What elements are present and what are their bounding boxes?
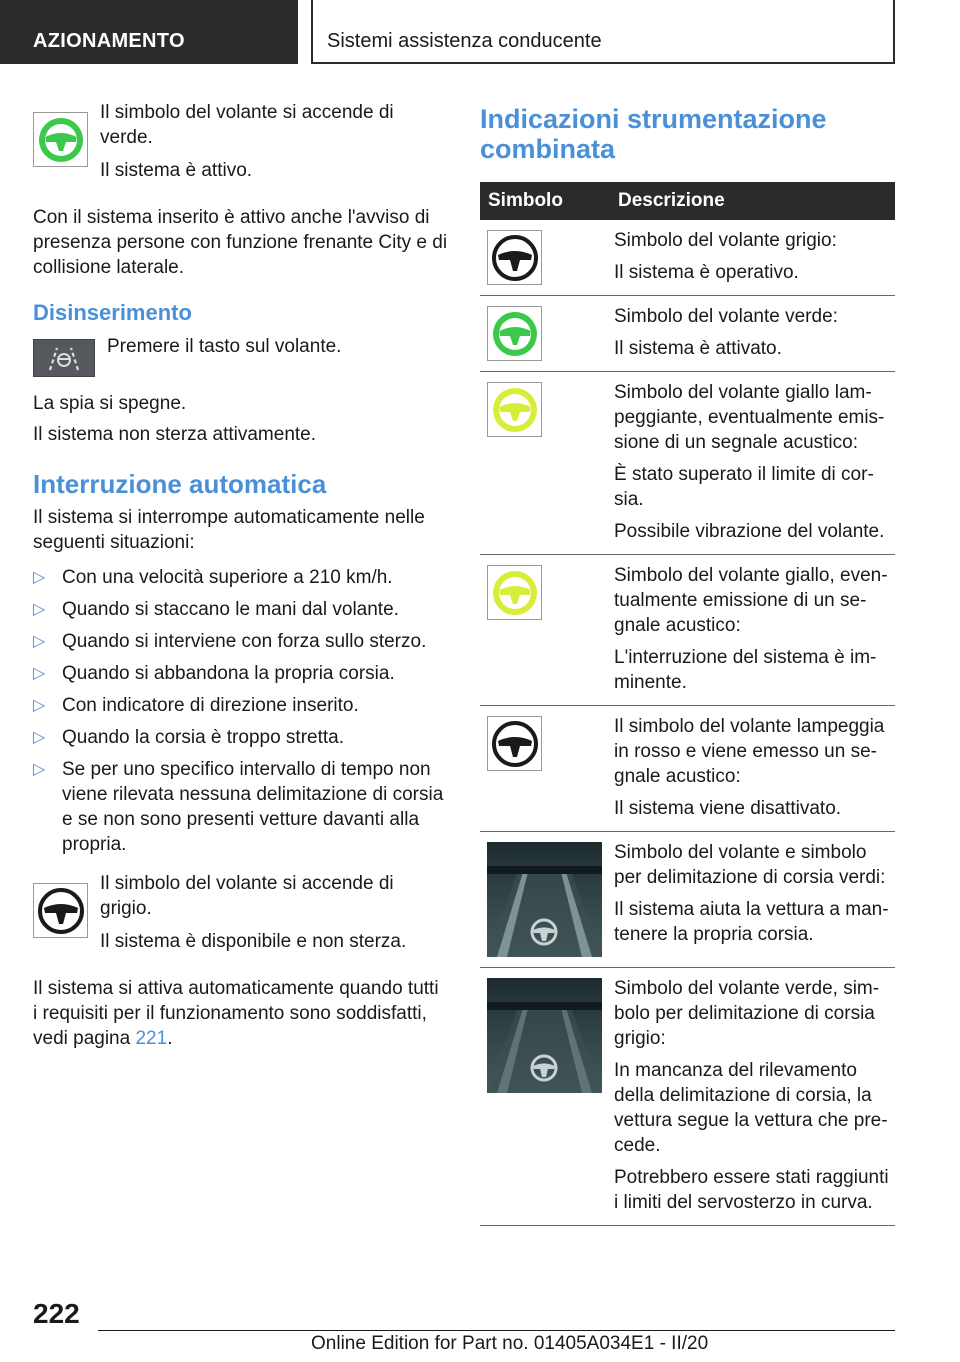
- description-line: Il sistema è operativo.: [614, 262, 799, 283]
- description-line: In mancanza del rilevamento della delimitazione di corsia, la vettura segue la vettura che pre-cede.: [614, 1060, 888, 1156]
- triangle-bullet-icon: ▷: [33, 729, 46, 746]
- lane-display-grey-icon: [487, 978, 602, 1093]
- green-steering-info: [33, 100, 448, 191]
- footer-divider: [98, 1330, 895, 1331]
- triangle-bullet-icon: ▷: [33, 569, 46, 586]
- section-heading: Indicazioni strumentazione combinata: [480, 104, 827, 164]
- description-line: Simbolo del volante verde:: [614, 306, 838, 327]
- description-line: Simbolo del volante giallo lam-peggiante, eventualmente emis-sione di un segnale acustico:: [614, 382, 885, 453]
- list-item: ▷ Quando si interviene con forza sullo sterzo.: [33, 631, 427, 652]
- table-header-symbol: Simbolo: [480, 182, 608, 220]
- heading-interruzione: Interruzione automatica: [33, 469, 327, 499]
- table-header-description: Descrizione: [608, 182, 895, 220]
- grey-steering-info: [33, 871, 448, 962]
- triangle-bullet-icon: ▷: [33, 761, 46, 778]
- paragraph-with-link: Il sistema si attiva automaticamente quando tutti i requisiti per il funzionamento sono soddisfatti, vedi pagina 221.: [33, 978, 439, 1049]
- triangle-bullet-icon: ▷: [33, 697, 46, 714]
- description-line: Il sistema aiuta la vettura a man-tenere la propria corsia.: [614, 899, 889, 945]
- bullet-list: [33, 565, 448, 857]
- description-line: L'interruzione del sistema è im-minente.: [614, 647, 877, 693]
- paragraph: Il sistema non sterza attivamente.: [33, 424, 317, 445]
- list-item: ▷ Con indicatore di direzione inserito.: [33, 695, 359, 716]
- heading-disinserimento: Disinserimento: [33, 300, 192, 325]
- description-line: Simbolo del volante giallo, even-tualmente emissione di un se-gnale acustico:: [614, 565, 888, 636]
- paragraph: La spia si spegne.: [33, 393, 187, 414]
- description-line: Simbolo del volante grigio:: [614, 230, 837, 251]
- lane-display-green-icon: [487, 842, 602, 957]
- steering-wheel-grey-icon: [33, 883, 88, 938]
- steering-wheel-grey-icon: [487, 230, 542, 285]
- triangle-bullet-icon: ▷: [33, 633, 46, 650]
- button-instruction: Premere il tasto sul volante.: [107, 336, 342, 357]
- chapter-title: Sistemi assistenza conducente: [327, 30, 602, 52]
- description-line: Il sistema viene disattivato.: [614, 798, 842, 819]
- paragraph: Il sistema si interrompe automaticamente nelle seguenti situazioni:: [33, 507, 425, 553]
- description-line: Potrebbero essere stati raggiunti i limiti del servosterzo in curva.: [614, 1167, 889, 1213]
- page-number: 222: [33, 1298, 80, 1329]
- table-header-row: [480, 182, 895, 220]
- section-title: AZIONAMENTO: [33, 30, 185, 52]
- lane-assist-button-icon: [33, 339, 95, 377]
- section-tab: [0, 0, 298, 64]
- list-item: ▷ Quando la corsia è troppo stretta.: [33, 727, 344, 748]
- list-item: ▷ Quando si abbandona la propria corsia.: [33, 663, 395, 684]
- list-item: ▷ Quando si staccano le mani dal volante.: [33, 599, 399, 620]
- description-line: Simbolo del volante verde, sim-bolo per delimitazione di corsia grigio:: [614, 978, 880, 1049]
- steering-wheel-yellow-icon: [487, 565, 542, 620]
- steering-wheel-yellow-flashing-icon: [487, 382, 542, 437]
- table-row: [480, 968, 895, 1226]
- paragraph: Con il sistema inserito è attivo anche l'avviso di presenza persone con funzione frenante City e di collisione laterale.: [33, 207, 448, 278]
- icon-text-line: Il simbolo del volante si accende di grigio.: [100, 873, 394, 919]
- steering-wheel-green-icon: [33, 112, 88, 167]
- triangle-bullet-icon: ▷: [33, 665, 46, 682]
- button-info: [33, 336, 448, 377]
- page-link[interactable]: 221: [135, 1028, 168, 1049]
- list-item: ▷ Con una velocità superiore a 210 km/h.: [33, 567, 393, 588]
- icon-text-line: Il sistema è attivo.: [100, 160, 253, 181]
- description-line: Simbolo del volante e simbolo per delimitazione di corsia verdi:: [614, 842, 886, 888]
- description-line: È stato superato il limite di cor-sia.: [614, 464, 874, 510]
- steering-wheel-green-icon: [487, 306, 542, 361]
- table-row: [480, 220, 895, 296]
- table-row: [480, 706, 895, 832]
- right-column: [480, 96, 895, 1226]
- list-item: ▷ Se per uno specifico intervallo di tempo non viene rilevata nessuna delimitazione di corsia e se non sono presenti vetture davanti alla propria.: [33, 759, 444, 855]
- table-row: [480, 372, 895, 555]
- edition-note: Online Edition for Part no. 01405A034E1 - II/20: [311, 1333, 709, 1354]
- symbol-table: [480, 182, 895, 1226]
- triangle-bullet-icon: ▷: [33, 601, 46, 618]
- left-column: [33, 96, 448, 1059]
- table-row: [480, 832, 895, 968]
- description-line: Il sistema è attivato.: [614, 338, 782, 359]
- steering-wheel-red-flashing-icon: [487, 716, 542, 771]
- table-row: [480, 555, 895, 706]
- description-line: Il simbolo del volante lampeggia in rosso e viene emesso un se-gnale acustico:: [614, 716, 885, 787]
- icon-text-line: Il sistema è disponibile e non sterza.: [100, 931, 407, 952]
- chapter-tab: [311, 0, 895, 64]
- description-line: Possibile vibrazione del volante.: [614, 521, 885, 542]
- icon-text-line: Il simbolo del volante si accende di verde.: [100, 102, 394, 148]
- table-row: [480, 296, 895, 372]
